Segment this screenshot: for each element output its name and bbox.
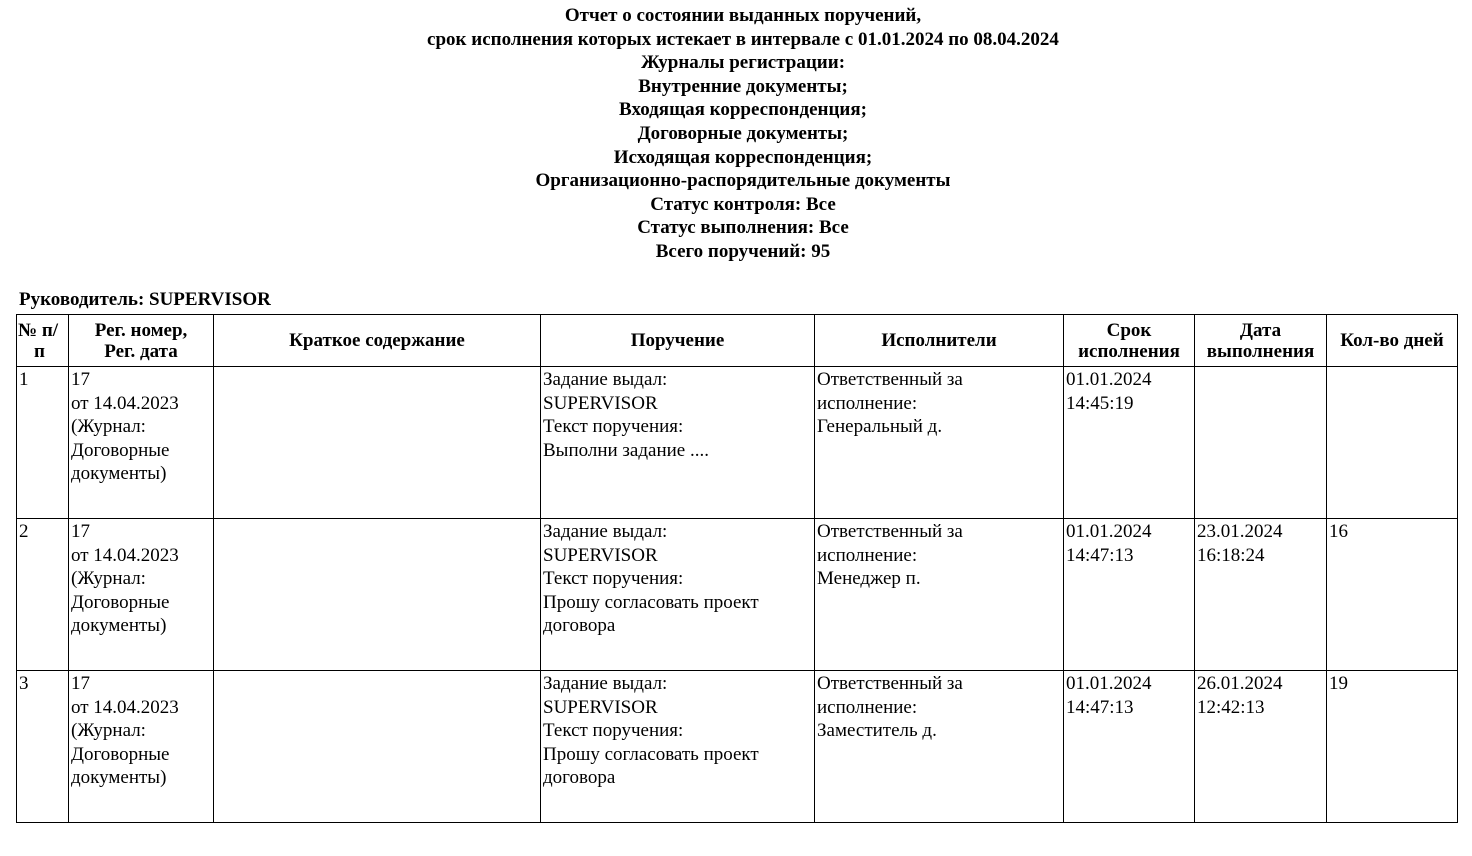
cell-deadline — [1064, 519, 1195, 671]
header-done-date — [1195, 315, 1327, 367]
header-reg-line: Рег. номер, — [94, 319, 188, 341]
deadline-time: 14:47:13 — [1066, 544, 1134, 566]
journal-orders: Организационно-распорядительные документы — [535, 170, 951, 192]
task-text-label: Текст поручения: — [543, 720, 684, 742]
cell-num: 1 — [17, 367, 69, 519]
header-deadline — [1064, 315, 1195, 367]
cell-reg — [69, 519, 214, 671]
task-issuer-label: Задание выдал: — [543, 673, 668, 694]
journal-outgoing: Исходящая корреспонденция; — [613, 146, 873, 168]
reg-number: 17 — [71, 369, 90, 390]
task-text-label: Текст поручения: — [543, 416, 684, 438]
header-deadline-line: исполнения — [1078, 340, 1180, 362]
header-deadline-line: Срок — [1106, 319, 1152, 341]
header-executors — [815, 315, 1064, 367]
cell-reg — [69, 671, 214, 823]
cell-deadline — [1064, 367, 1195, 519]
cell-executors — [815, 519, 1064, 671]
header-done-date-line: выполнения — [1206, 340, 1315, 362]
header-reg-line: Рег. дата — [104, 340, 178, 362]
cell-executors — [815, 367, 1064, 519]
table-row — [17, 519, 1458, 671]
report-period: срок исполнения которых истекает в интервале с 01.01.2024 по 08.04.2024 — [427, 28, 1059, 50]
cell-done-date — [1195, 367, 1327, 519]
done-date: 23.01.2024 — [1197, 521, 1283, 542]
task-issuer: SUPERVISOR — [543, 696, 658, 718]
header-reg — [69, 315, 214, 367]
reg-number: 17 — [71, 673, 90, 694]
report-title: Отчет о состоянии выданных поручений, — [564, 5, 922, 26]
table-row — [17, 671, 1458, 823]
cell-task — [541, 671, 815, 823]
task-text: Прошу согласовать проект — [543, 743, 759, 765]
journal-incoming: Входящая корреспонденция; — [619, 99, 867, 121]
cell-executors — [815, 671, 1064, 823]
executor-name: Генеральный д. — [817, 416, 943, 438]
task-text: Выполни задание .... — [543, 439, 709, 461]
reg-date: от 14.04.2023 — [71, 544, 179, 566]
header-task-line: Поручение — [630, 330, 725, 351]
header-done-date-line: Дата — [1239, 319, 1282, 341]
done-time: 16:18:24 — [1197, 544, 1265, 566]
executor-role: исполнение: — [817, 544, 918, 566]
report-table — [16, 314, 1458, 823]
task-text: договора — [543, 615, 616, 637]
reg-date: от 14.04.2023 — [71, 696, 179, 718]
header-days — [1327, 315, 1458, 367]
task-issuer: SUPERVISOR — [543, 392, 658, 414]
journal-contracts: Договорные документы; — [637, 122, 849, 144]
reg-journal: документы) — [71, 615, 167, 637]
header-executors-line: Исполнители — [881, 330, 997, 351]
done-date: 26.01.2024 — [1197, 673, 1283, 694]
task-issuer: SUPERVISOR — [543, 544, 658, 566]
reg-journal: Договорные — [71, 439, 170, 461]
cell-summary — [214, 519, 541, 671]
executor-role: Ответственный за — [817, 521, 963, 542]
executor-role: исполнение: — [817, 696, 918, 718]
executor-role: Ответственный за — [817, 673, 963, 694]
deadline-time: 14:47:13 — [1066, 696, 1134, 718]
control-status: Статус контроля: Все — [650, 193, 836, 215]
executor-role: Ответственный за — [817, 369, 963, 390]
cell-done-date — [1195, 671, 1327, 823]
header-num-line: № п/ — [18, 319, 59, 341]
executor-name: Менеджер п. — [817, 568, 921, 590]
executor-name: Заместитель д. — [817, 720, 937, 742]
done-time: 12:42:13 — [1197, 696, 1265, 718]
cell-days: 19 — [1327, 671, 1458, 823]
task-text: Прошу согласовать проект — [543, 591, 759, 613]
reg-journal: документы) — [71, 463, 167, 485]
supervisor-line: Руководитель: SUPERVISOR — [19, 289, 271, 310]
header-days-line: Кол-во дней — [1340, 330, 1444, 351]
reg-journal: документы) — [71, 767, 167, 789]
cell-days: 16 — [1327, 519, 1458, 671]
cell-days — [1327, 367, 1458, 519]
cell-num: 3 — [17, 671, 69, 823]
task-issuer-label: Задание выдал: — [543, 521, 668, 542]
cell-task — [541, 367, 815, 519]
journals-label: Журналы регистрации: — [640, 52, 846, 74]
reg-journal: (Журнал: — [71, 416, 146, 438]
reg-journal: Договорные — [71, 743, 170, 765]
reg-journal: Договорные — [71, 591, 170, 613]
cell-num: 2 — [17, 519, 69, 671]
executor-role: исполнение: — [817, 392, 918, 414]
table-row — [17, 367, 1458, 519]
cell-summary — [214, 671, 541, 823]
cell-deadline — [1064, 671, 1195, 823]
deadline-date: 01.01.2024 — [1066, 673, 1152, 694]
deadline-date: 01.01.2024 — [1066, 369, 1152, 390]
header-summary — [214, 315, 541, 367]
task-text: договора — [543, 767, 616, 789]
journal-internal: Внутренние документы; — [638, 75, 848, 97]
task-issuer-label: Задание выдал: — [543, 369, 668, 390]
table-header-row — [17, 315, 1458, 367]
total-tasks: Всего поручений: 95 — [655, 240, 831, 262]
reg-journal: (Журнал: — [71, 568, 146, 590]
header-task — [541, 315, 815, 367]
task-text-label: Текст поручения: — [543, 568, 684, 590]
cell-done-date — [1195, 519, 1327, 671]
reg-number: 17 — [71, 521, 90, 542]
header-num — [17, 315, 69, 367]
deadline-time: 14:45:19 — [1066, 392, 1134, 414]
cell-reg — [69, 367, 214, 519]
deadline-date: 01.01.2024 — [1066, 521, 1152, 542]
header-summary-line: Краткое содержание — [289, 330, 465, 351]
execution-status: Статус выполнения: Все — [637, 217, 849, 239]
cell-summary — [214, 367, 541, 519]
reg-date: от 14.04.2023 — [71, 392, 179, 414]
reg-journal: (Журнал: — [71, 720, 146, 742]
header-num-line: п — [34, 340, 45, 362]
report-header — [0, 4, 1472, 264]
cell-task — [541, 519, 815, 671]
